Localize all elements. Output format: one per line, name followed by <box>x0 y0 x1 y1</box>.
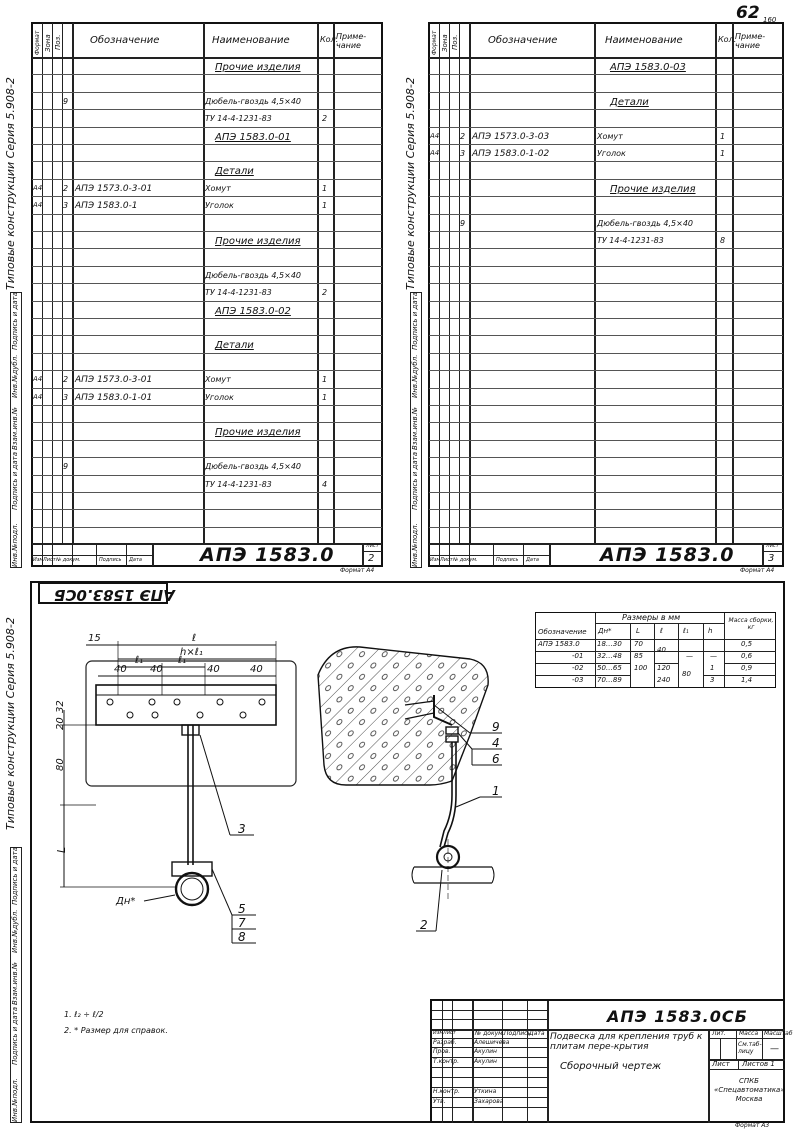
row-line <box>429 109 783 110</box>
spec-cell: АПЭ 1583.0-1-01 <box>75 392 153 403</box>
size-cell: 100 <box>634 664 648 672</box>
spec-cell: АПЭ 1573.0-3-03 <box>472 131 550 142</box>
header-name: Наименование <box>212 35 290 46</box>
spec-cell: Прочие изделия <box>215 62 301 73</box>
size-cell: 240 <box>657 676 671 684</box>
size-cell: -02 <box>572 664 584 672</box>
spec-cell: Дюбель-гвоздь 4,5×40 <box>205 270 302 280</box>
header-qty: Кол. <box>320 35 339 44</box>
spec-cell: 3 <box>63 201 69 211</box>
size-header: L <box>636 627 640 635</box>
dim-l1-a: ℓ₁ <box>135 655 144 666</box>
row-line <box>32 74 382 75</box>
spec-cell: Хомут <box>205 375 231 385</box>
spec-cell: 1 <box>322 183 328 193</box>
ch-sign: Подпись <box>496 557 519 563</box>
row-line <box>429 335 783 336</box>
spec-cell: 3 <box>460 149 466 158</box>
spec-cell: 2 <box>63 183 69 193</box>
note-2: 2. * Размер для справок. <box>64 1026 168 1035</box>
size-header: Обозначение <box>538 628 587 636</box>
spec-cell: 4 <box>322 479 328 489</box>
tb-scale-val: — <box>770 1044 779 1054</box>
dim-L: L <box>55 846 68 853</box>
spec-cell: Детали <box>610 96 649 108</box>
tb-list: Лист <box>443 1030 456 1036</box>
ch-doc: № докум. <box>56 557 81 563</box>
row-line <box>32 492 382 493</box>
header-format: Формат <box>431 30 438 55</box>
spec-cell: А4 <box>33 201 43 210</box>
row-line <box>32 92 382 93</box>
tb-code: АПЭ 1583.0СБ <box>607 1007 748 1026</box>
spec-cell: Дюбель-гвоздь 4,5×40 <box>205 462 302 472</box>
spec-cell: 9 <box>460 218 466 228</box>
size-table <box>535 612 776 688</box>
dim-dn: Дн* <box>116 896 136 907</box>
row-line <box>32 440 382 441</box>
title-block <box>430 999 793 1123</box>
row-line <box>429 74 783 75</box>
ch-date: Дата <box>526 557 539 563</box>
sheet-format: Формат А4 <box>740 567 775 574</box>
spec-cell: ТУ 14-4-1231-83 <box>205 479 272 489</box>
role-cell: Акулин <box>474 1058 497 1065</box>
size-cell: 32…48 <box>597 652 622 660</box>
size-header: ℓ₁ <box>683 627 689 635</box>
holes <box>107 699 265 718</box>
row-line <box>32 457 382 458</box>
role-cell: Уткина <box>474 1088 497 1095</box>
size-cell: 120 <box>657 664 671 672</box>
header-pos: Поз. <box>54 34 62 50</box>
row-line <box>32 475 382 476</box>
size-cell: -01 <box>572 652 584 660</box>
spec-cell: Дюбель-гвоздь 4,5×40 <box>205 96 302 106</box>
spec-cell: 2 <box>63 375 69 385</box>
series-label-3: Типовые конструкции Серия 5.908-2 <box>4 617 17 830</box>
dim-40-b: 40 <box>150 664 163 675</box>
role-cell: Алешичева <box>474 1039 510 1046</box>
row-line <box>32 370 382 371</box>
spec-cell: АПЭ 1583.0-1-02 <box>472 149 550 159</box>
row-line <box>32 214 382 215</box>
tb-sign: Подпись <box>504 1030 531 1037</box>
row-line <box>32 109 382 110</box>
side-stamp-2: Подпись и дата <box>11 1007 19 1065</box>
row-line <box>429 248 783 249</box>
row-line <box>429 509 783 510</box>
ch-doc: № докум. <box>453 557 478 563</box>
row-line <box>429 492 783 493</box>
spec-cell: Прочие изделия <box>215 427 301 439</box>
row-line <box>429 527 783 528</box>
sheet-label: Лист <box>766 543 779 549</box>
size-cell: АПЭ 1583.0 <box>538 640 580 648</box>
spec-cell: Уголок <box>205 392 234 402</box>
spec-cell: А4 <box>430 149 440 157</box>
size-cell: 18…30 <box>597 640 622 648</box>
row-line <box>429 353 783 354</box>
row-line <box>429 179 783 180</box>
role-cell: Т.контр. <box>433 1058 460 1065</box>
page-number-sub: 160 <box>763 16 777 24</box>
sheet-code: АПЭ 1583.0 <box>600 544 735 566</box>
size-cell: 70…89 <box>597 676 622 684</box>
side-stamp-5: Подпись и дата <box>11 292 19 350</box>
spec-cell: 2 <box>322 288 328 298</box>
row-line <box>32 301 382 302</box>
side-stamp-2: Подпись и дата <box>411 452 419 510</box>
ch-izm: Изм <box>33 557 44 563</box>
callout-7: 7 <box>238 916 246 930</box>
header-zone: Зона <box>44 34 52 52</box>
callout-5: 5 <box>238 902 246 916</box>
dim-l1-b: ℓ₁ <box>178 655 187 666</box>
sheet-number: 3 <box>768 553 775 564</box>
row-line <box>32 422 382 423</box>
size-cell: — <box>686 652 693 660</box>
callout-1: 1 <box>492 784 500 798</box>
size-cell: 50…65 <box>597 664 622 672</box>
dim-20: 20 <box>55 717 66 730</box>
row-line <box>32 335 382 336</box>
spec-cell: 9 <box>63 462 69 472</box>
header-pos: Поз. <box>451 34 459 50</box>
ch-list: Лист <box>440 557 453 563</box>
side-stamp-1: Инв.№подл. <box>411 523 419 567</box>
tb-mass: Масса <box>739 1030 759 1037</box>
side-stamp-4: Инв.№дубл. <box>11 354 19 398</box>
header-format: Формат <box>34 30 41 55</box>
side-stamp-1: Инв.№подл. <box>11 523 19 567</box>
role-cell: Утв. <box>433 1098 446 1105</box>
dim-l: ℓ <box>192 633 197 644</box>
spec-cell: 1 <box>322 375 328 385</box>
slab-outline <box>86 661 296 786</box>
size-cell: 0,6 <box>741 652 753 660</box>
ch-sign: Подпись <box>99 557 122 563</box>
row-line <box>429 440 783 441</box>
size-cell: 0,9 <box>741 664 753 672</box>
spec-cell: АПЭ 1583.0-1 <box>75 201 138 212</box>
callout-8: 8 <box>238 930 246 944</box>
header-name: Наименование <box>605 35 683 46</box>
row-line <box>429 405 783 406</box>
sheet-code: АПЭ 1583.0 <box>200 544 335 566</box>
spec-cell: 2 <box>322 114 328 124</box>
spec-cell: Хомут <box>205 183 231 193</box>
series-label-2: Типовые конструкции Серия 5.908-2 <box>404 77 417 290</box>
side-stamp-3: Взам.инв.№ <box>411 406 419 450</box>
note-1: 1. ℓ₂ ÷ ℓ/2 <box>64 1010 104 1019</box>
spec-cell: АПЭ 1583.0-02 <box>215 305 291 317</box>
side-stamp-5: Подпись и дата <box>411 292 419 350</box>
row-line <box>429 422 783 423</box>
page-number: 62 <box>736 3 760 23</box>
size-cell: 70 <box>634 640 643 648</box>
side-stamp-4: Инв.№дубл. <box>11 909 19 953</box>
dim-15: 15 <box>88 633 101 644</box>
spec-cell: 9 <box>63 96 69 106</box>
spec-cell: А4 <box>33 375 43 384</box>
row-line <box>429 457 783 458</box>
side-stamp-3: Взам.инв.№ <box>11 406 19 450</box>
dim-80: 80 <box>55 758 66 771</box>
row-line <box>32 509 382 510</box>
row-line <box>429 475 783 476</box>
spec-cell: Уголок <box>205 201 234 211</box>
spec-cell: А4 <box>33 392 43 401</box>
row-line <box>32 527 382 528</box>
size-cell: -03 <box>572 676 584 684</box>
spec-cell: АПЭ 1583.0-01 <box>215 131 291 143</box>
row-line <box>32 248 382 249</box>
row-line <box>429 388 783 389</box>
tb-subtitle: Сборочный чертеж <box>560 1061 662 1072</box>
role-cell: Акулин <box>474 1048 497 1055</box>
header-designation: Обозначение <box>488 35 558 46</box>
header-designation: Обозначение <box>90 35 160 46</box>
row-line <box>32 266 382 267</box>
side-stamp-4: Инв.№дубл. <box>411 354 419 398</box>
row-line <box>429 127 783 128</box>
row-line <box>429 283 783 284</box>
size-cell: 1 <box>710 664 715 672</box>
spec-cell: АПЭ 1583.0-03 <box>610 62 686 73</box>
tb-format: Формат А3 <box>735 1122 770 1129</box>
header-note: Приме-чание <box>735 32 766 50</box>
size-cell: 0,5 <box>741 640 753 648</box>
assembly-sheet <box>0 575 800 1131</box>
row-line <box>32 405 382 406</box>
side-stamp-1: Инв.№подл. <box>11 1078 19 1122</box>
spec-cell: Хомут <box>597 131 623 141</box>
row-line <box>429 144 783 145</box>
angle-plate <box>96 685 276 725</box>
size-cell: — <box>710 652 717 660</box>
spec-cell: 8 <box>720 236 726 245</box>
role-cell: Пров. <box>433 1048 451 1055</box>
callout-2: 2 <box>420 918 428 932</box>
callout-3: 3 <box>238 822 246 836</box>
dim-40-c: 40 <box>207 664 220 675</box>
role-cell: Н.контр. <box>433 1088 460 1095</box>
spec-cell: А4 <box>430 131 440 140</box>
tb-doc: № докум. <box>475 1030 505 1037</box>
row-line <box>32 161 382 162</box>
sheet-number: 2 <box>368 553 375 564</box>
tb-scale: Масштаб <box>764 1030 793 1037</box>
spec-cell: Детали <box>215 340 254 352</box>
size-cell: 80 <box>682 670 691 678</box>
row-line <box>429 92 783 93</box>
size-header: Дн* <box>598 627 612 635</box>
spec-cell: АПЭ 1573.0-3-01 <box>75 183 153 194</box>
series-label: Типовые конструкции Серия 5.908-2 <box>4 77 17 290</box>
size-cell: 1,4 <box>741 676 753 684</box>
spec-cell: Прочие изделия <box>215 236 301 247</box>
sheet-format: Формат А4 <box>340 567 375 574</box>
row-line <box>32 231 382 232</box>
tb-izm: Изм <box>433 1030 444 1036</box>
callout-4: 4 <box>492 736 500 750</box>
header-qty: Кол. <box>718 35 737 44</box>
row-line <box>32 144 382 145</box>
ch-list: Лист <box>43 557 56 563</box>
row-line <box>429 161 783 162</box>
row-line <box>32 388 382 389</box>
tb-org: СПКБ «Спецавтоматика» Москва <box>714 1077 785 1103</box>
dim-32: 32 <box>55 700 66 713</box>
callout-6: 6 <box>492 752 500 766</box>
row-line <box>429 301 783 302</box>
dim-h-l1: h×ℓ₁ <box>180 647 203 658</box>
spec-cell: 3 <box>63 392 69 402</box>
spec-cell: ТУ 14-4-1231-83 <box>597 236 664 245</box>
tb-lit: Лит. <box>712 1030 726 1037</box>
tb-title: Подвеска для крепления труб к плитам пере-крытия <box>550 1032 703 1052</box>
row-line <box>429 214 783 215</box>
role-cell: Разраб. <box>433 1039 457 1046</box>
spec-sheet-2 <box>0 0 400 575</box>
callout-9: 9 <box>492 720 500 734</box>
mass-header: Масса сборки, кг <box>728 617 774 631</box>
header-note: Приме-чание <box>336 32 367 50</box>
size-cell: 3 <box>710 676 715 684</box>
spec-cell: ТУ 14-4-1231-83 <box>205 114 272 124</box>
row-line <box>32 318 382 319</box>
side-stamp-3: Взам.инв.№ <box>11 961 19 1005</box>
row-line <box>32 196 382 197</box>
spec-cell: 1 <box>322 392 328 402</box>
concrete-slab <box>318 647 488 785</box>
spec-sheet-3 <box>400 0 800 575</box>
spec-cell: ТУ 14-4-1231-83 <box>205 288 272 298</box>
size-table-title: Размеры в мм <box>622 613 681 622</box>
size-header: h <box>708 627 713 635</box>
row-line <box>32 179 382 180</box>
spec-cell: 1 <box>322 201 328 211</box>
spec-cell: 1 <box>720 131 726 141</box>
size-cell: 85 <box>634 652 643 660</box>
size-header: ℓ <box>660 627 663 635</box>
dim-40-a: 40 <box>114 664 127 675</box>
row-line <box>32 353 382 354</box>
spec-cell: Прочие изделия <box>610 183 696 195</box>
spec-cell: 2 <box>460 131 466 141</box>
tb-date: Дата <box>529 1030 545 1037</box>
row-line <box>429 318 783 319</box>
role-cell: Захарова <box>474 1098 504 1105</box>
spec-cell: Детали <box>215 166 254 178</box>
spec-cell: А4 <box>33 183 43 192</box>
side-stamp-2: Подпись и дата <box>11 452 19 510</box>
ch-izm: Изм <box>430 557 441 563</box>
side-stamp-5: Подпись и дата <box>11 847 19 905</box>
tb-lit-val: См.таб-лицу <box>738 1041 762 1055</box>
row-line <box>429 231 783 232</box>
spec-cell: 1 <box>720 149 726 158</box>
spec-cell: АПЭ 1573.0-3-01 <box>75 375 153 386</box>
ch-date: Дата <box>129 557 142 563</box>
spec-cell: Уголок <box>597 149 626 158</box>
rotated-stamp: АПЭ 1583.0СБ <box>38 582 168 604</box>
sheet-label: Лист <box>366 543 379 549</box>
row-line <box>429 196 783 197</box>
row-line <box>429 370 783 371</box>
row-line <box>32 127 382 128</box>
tb-sheets: Листов 1 <box>742 1060 775 1068</box>
row-line <box>32 283 382 284</box>
dim-40-d: 40 <box>250 664 263 675</box>
size-cell: 40 <box>657 646 666 654</box>
header-zone: Зона <box>441 34 449 52</box>
spec-cell: Дюбель-гвоздь 4,5×40 <box>597 218 694 228</box>
tb-sheet: Лист <box>712 1060 730 1068</box>
row-line <box>429 266 783 267</box>
